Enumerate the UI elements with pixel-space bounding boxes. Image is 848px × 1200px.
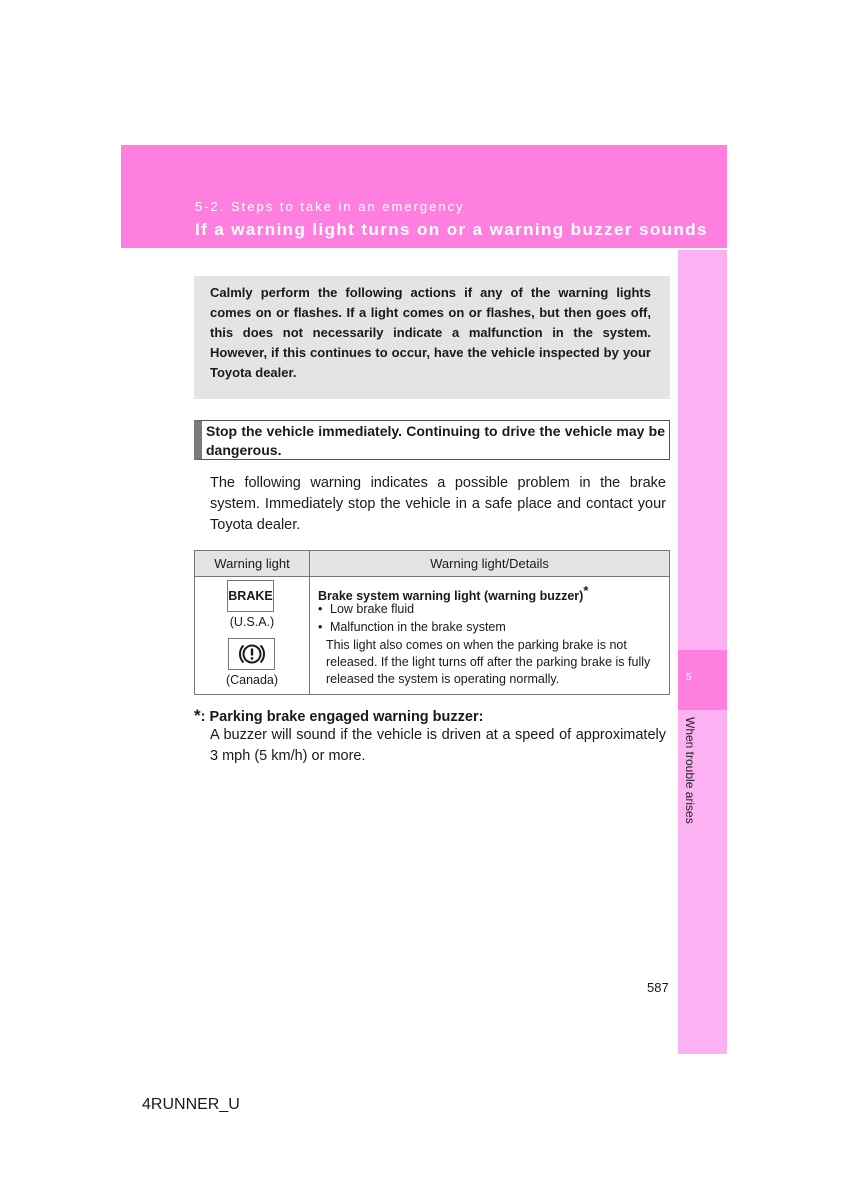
footnote-asterisk: * (194, 706, 201, 725)
detail-title-text: Brake system warning light (warning buzzer) (318, 589, 584, 604)
footnote-heading-text: : Parking brake engaged warning buzzer: (200, 709, 484, 725)
table-header-warning-light: Warning light (195, 551, 310, 577)
list-item-text: Malfunction in the brake system (330, 620, 506, 634)
table-header-details: Warning light/Details (310, 551, 669, 577)
warning-heading (194, 420, 670, 460)
bullet-icon: • (318, 602, 323, 616)
detail-note: This light also comes on when the parking brake is not released. If the light turns off after the parking brake is fully released the system is operating normally. (326, 638, 651, 686)
intro-box (194, 276, 670, 399)
parking-brake-warning-icon (228, 638, 275, 670)
detail-title (318, 583, 588, 603)
list-item-text: Low brake fluid (330, 602, 415, 616)
warning-heading-text: Stop the vehicle immediately. Continuing to drive the vehicle may be dangerous. (206, 423, 665, 458)
region-label-usa: (U.S.A.) (229, 615, 275, 629)
asterisk-mark: * (583, 583, 589, 598)
bullet-icon: • (318, 620, 323, 634)
warning-light-table (194, 550, 670, 695)
brake-warning-icon: BRAKE (227, 580, 274, 612)
region-label-canada: (Canada) (225, 673, 279, 687)
table-column-divider (309, 576, 310, 694)
model-code: 4RUNNER_U (142, 1096, 240, 1113)
list-item (318, 602, 414, 616)
page-number: 587 (647, 980, 669, 995)
chapter-title: When trouble arises (683, 717, 697, 824)
warning-body-text: The following warning indicates a possible problem in the brake system. Immediately stop the vehicle in a safe place and contact your Toyota dealer. (210, 475, 666, 533)
footnote-text: A buzzer will sound if the vehicle is driven at a speed of approximately 3 mph (5 km/h) or more. (210, 727, 666, 764)
page-title: If a warning light turns on or a warning buzzer sounds (195, 220, 708, 239)
intro-text: Calmly perform the following actions if any of the warning lights comes on or flashes. If a light comes on or flashes, but then goes off, this does not necessarily indicate a malfunction in the system. However, if this continues to occur, have the vehicle inspected by your Toyota dealer. (210, 285, 651, 380)
chapter-number: 5 (686, 672, 692, 683)
section-label: 5-2. Steps to take in an emergency (195, 199, 465, 214)
list-item (318, 620, 506, 634)
footnote-heading (194, 706, 483, 726)
